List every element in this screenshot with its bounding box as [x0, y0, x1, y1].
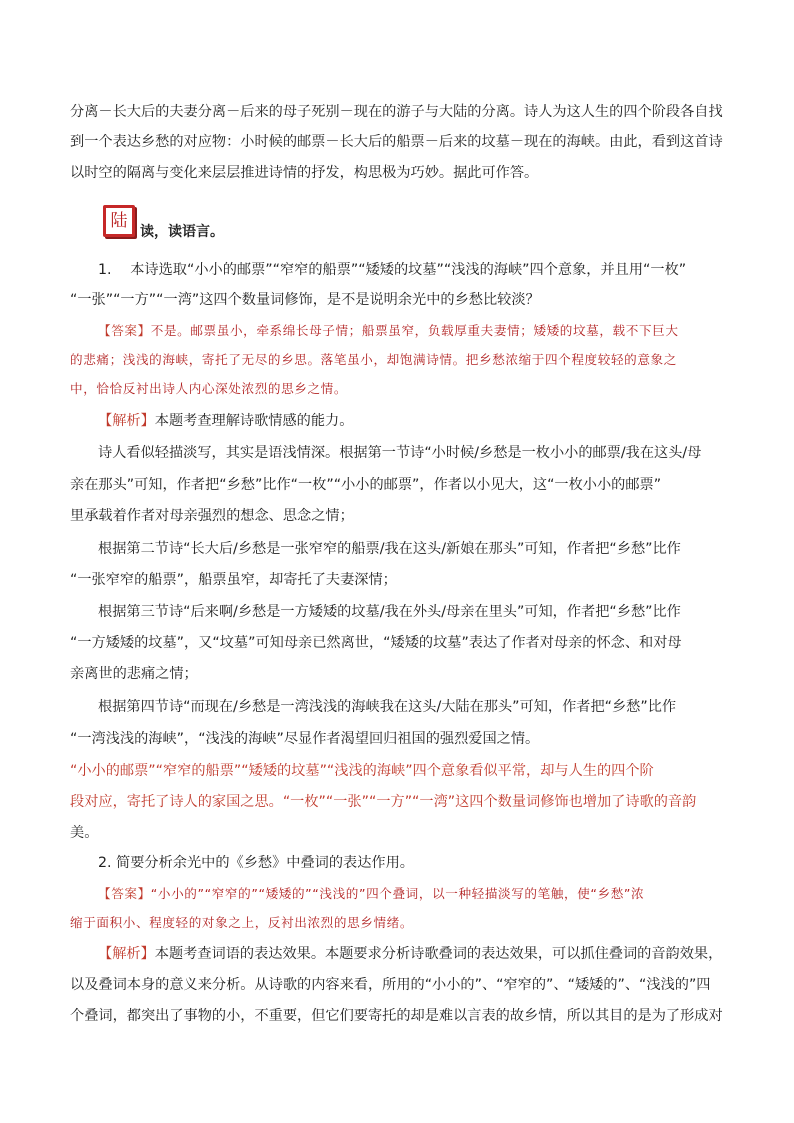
section-number-label: 陆 [106, 208, 132, 234]
answer-1-line: 中，恰恰反衬出诗人内心深处浓烈的思乡之情。 [70, 381, 348, 396]
answer-2-line: 缩于面积小、程度轻的对象之上，反衬出浓烈的思乡情绪。 [70, 915, 414, 930]
analysis-2-line: 个叠词，都突出了事物的小，不重要，但它们要寄托的却是难以言表的故乡情，所以其目的是为了形成对 [70, 1008, 723, 1024]
answer-1-line [98, 320, 740, 342]
analysis-1-para-3: 根据第三节诗“后来啊/乡愁是一方矮矮的坟墓/我在外头/母亲在里头”可知，作者把“乡愁”比作 [98, 604, 681, 620]
analysis-text: 本题考查理解诗歌情感的能力。 [154, 413, 354, 429]
analysis-1-para-1: 亲在那头”可知，作者把“乡愁”比作“一枚”“小小的邮票”，作者以小见大，这“一枚小小的邮票” [70, 477, 662, 493]
answer-2-line [98, 883, 740, 905]
analysis-1-para-2: “一张窄窄的船票”，船票虽窄，却寄托了夫妻深情； [70, 572, 397, 588]
answer-1-line: 的悲痛；浅浅的海峡，寄托了无尽的乡思。落笔虽小，却饱满诗情。把乡愁浓缩于四个程度较轻的意象之 [70, 352, 677, 367]
analysis-1-para-4: “一湾浅浅的海峡”，“浅浅的海峡”尽显作者渴望回归祖国的强烈爱国之情。 [70, 731, 540, 747]
question-2-text: 2. 简要分析余光中的《乡愁》中叠词的表达作用。 [98, 855, 414, 871]
intro-line: 分离－长大后的夫妻分离－后来的母子死别－现在的游子与大陆的分离。诗人为这人生的四个阶段各自找 [70, 104, 723, 120]
summary-1-line: 段对应，寄托了诗人的家国之思。“一枚”“一张”“一方”“一湾”这四个数量词修饰也增加了诗歌的音韵 [70, 794, 697, 810]
analysis-2-line [98, 943, 740, 965]
analysis-text: 本题考查词语的表达效果。本题要求分析诗歌叠词的表达效果，可以抓住叠词的音韵效果， [154, 946, 723, 962]
analysis-tag: 【解析】 [98, 946, 155, 962]
section-title: 读，读语言。 [140, 224, 224, 240]
summary-1-line: “小小的邮票”“窄窄的船票”“矮矮的坟墓”“浅浅的海峡”四个意象看似平常，却与人生的四个阶 [70, 763, 654, 779]
intro-line: 以时空的隔离与变化来层层推进诗情的抒发，构思极为巧妙。据此可作答。 [70, 165, 539, 181]
intro-line: 到一个表达乡愁的对应物：小时候的邮票－长大后的船票－后来的坟墓－现在的海峡。由此，看到这首诗 [70, 134, 723, 150]
answer-tag: 【答案】 [98, 886, 151, 901]
answer-tag: 【答案】 [98, 323, 151, 338]
analysis-tag: 【解析】 [98, 413, 155, 429]
question-1-text: “一张”“一方”“一湾”这四个数量词修饰，是不是说明余光中的乡愁比较淡？ [70, 292, 540, 308]
analysis-2-line: 以及叠词本身的意义来分析。从诗歌的内容来看，所用的“小小的”、“窄窄的”、“矮矮的”、“浅浅的”四 [70, 977, 711, 993]
analysis-1-para-3: 亲离世的悲痛之情； [70, 666, 198, 682]
analysis-1-line [98, 410, 740, 432]
answer-text: “小小的”“窄窄的”“矮矮的”“浅浅的”四个叠词，以一种轻描淡写的笔触，使“乡愁”浓 [150, 886, 645, 901]
analysis-1-para-4: 根据第四节诗“而现在/乡愁是一湾浅浅的海峡我在这头/大陆在那头”可知，作者把“乡愁”比作 [98, 699, 677, 715]
question-1-text: 1. 本诗选取“小小的邮票”“窄窄的船票”“矮矮的坟墓”“浅浅的海峡”四个意象，并且用“一枚” [98, 262, 687, 278]
answer-text: 不是。邮票虽小，牵系绵长母子情；船票虽窄，负载厚重夫妻情；矮矮的坟墓，载不下巨大 [150, 323, 679, 338]
analysis-1-para-3: “一方矮矮的坟墓”，又“坟墓”可知母亲已然离世，“矮矮的坟墓”表达了作者对母亲的怀念、和对母 [70, 635, 682, 651]
analysis-1-para-1: 里承载着作者对母亲强烈的想念、思念之情； [70, 508, 354, 524]
summary-1-line: 美。 [70, 825, 99, 841]
analysis-1-para-1: 诗人看似轻描淡写，其实是语浅情深。根据第一节诗“小时候/乡愁是一枚小小的邮票/我在这头/母 [98, 445, 702, 461]
section-number-badge [103, 205, 135, 237]
analysis-1-para-2: 根据第二节诗“长大后/乡愁是一张窄窄的船票/我在这头/新娘在那头”可知，作者把“乡愁”比作 [98, 541, 681, 557]
